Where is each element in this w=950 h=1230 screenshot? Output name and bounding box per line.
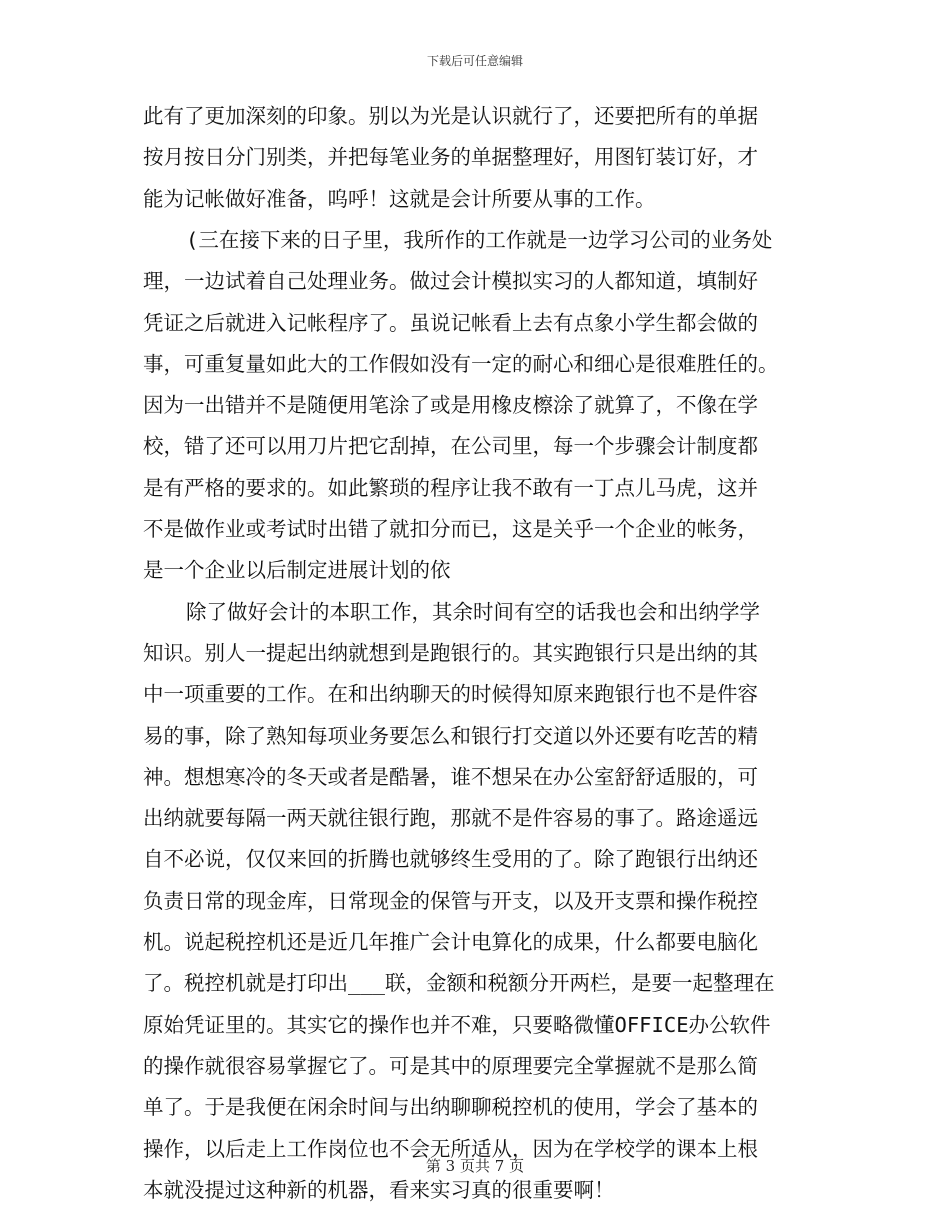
body-line: 负责日常的现金库，日常现金的保管与开支，以及开支票和操作税控 xyxy=(143,889,758,913)
body-line: 校，错了还可以用刀片把它刮掉，在公司里，每一个步骤会计制度都 xyxy=(143,434,758,458)
body-line: 单了。于是我便在闲余时间与出纳聊聊税控机的使用，学会了基本的 xyxy=(143,1095,758,1119)
body-line: 操作，以后走上工作岗位也不会无所适从，因为在学校学的课本上根 xyxy=(143,1137,758,1161)
body-line: 事，可重复量如此大的工作假如没有一定的耐心和细心是很难胜任的。 xyxy=(143,352,779,376)
page-footer: 第 3 页共 7 页 xyxy=(425,1157,525,1175)
body-line: 除了做好会计的本职工作，其余时间有空的话我也会和出纳学学 xyxy=(186,600,760,624)
body-line: 出纳就要每隔一两天就往银行跑，那就不是件容易的事了。路途遥远 xyxy=(143,806,758,830)
body-line: 凭证之后就进入记帐程序了。虽说记帐看上去有点象小学生都会做的 xyxy=(143,311,758,335)
body-line: 理，一边试着自己处理业务。做过会计模拟实习的人都知道，填制好 xyxy=(143,269,758,293)
body-line: (三在接下来的日子里，我所作的工作就是一边学习公司的业务处 xyxy=(186,228,773,252)
body-line: 中一项重要的工作。在和出纳聊天的时候得知原来跑银行也不是件容 xyxy=(143,682,758,706)
body-line: 知识。别人一提起出纳就想到是跑银行的。其实跑银行只是出纳的其 xyxy=(143,641,758,665)
body-line: 的操作就很容易掌握它了。可是其中的原理要完全掌握就不是那么简 xyxy=(143,1054,758,1078)
body-line: 本就没提过这种新的机器，看来实习真的很重要啊！ xyxy=(143,1178,615,1202)
body-line: 此有了更加深刻的印象。别以为光是认识就行了，还要把所有的单据 xyxy=(143,104,758,128)
body-line: 不是做作业或考试时出错了就扣分而已，这是关乎一个企业的帐务， xyxy=(143,517,758,541)
page-header: 下载后可任意编辑 xyxy=(426,54,523,68)
body-line: 神。想想寒冷的冬天或者是酷暑，谁不想呆在办公室舒舒适服的，可 xyxy=(143,765,758,789)
body-line: 是一个企业以后制定进展计划的依 xyxy=(143,558,451,582)
body-line: 按月按日分门别类，并把每笔业务的单据整理好，用图钉装订好，才 xyxy=(143,145,758,169)
body-line: 因为一出错并不是随便用笔涂了或是用橡皮檫涂了就算了，不像在学 xyxy=(143,393,758,417)
body-line: 自不必说，仅仅来回的折腾也就够终生受用的了。除了跑银行出纳还 xyxy=(143,847,758,871)
body-line: 了。税控机就是打印出___联，金额和税额分开两栏，是要一起整理在 xyxy=(143,971,775,995)
body-line: 能为记帐做好准备，呜呼！这就是会计所要从事的工作。 xyxy=(143,187,656,211)
body-line: 机。说起税控机还是近几年推广会计电算化的成果，什么都要电脑化 xyxy=(143,930,758,954)
body-line: 原始凭证里的。其实它的操作也并不难，只要略微懂OFFICE办公软件 xyxy=(143,1013,771,1037)
body-line: 是有严格的要求的。如此繁琐的程序让我不敢有一丁点儿马虎，这并 xyxy=(143,476,758,500)
body-line: 易的事，除了熟知每项业务要怎么和银行打交道以外还要有吃苦的精 xyxy=(143,724,758,748)
